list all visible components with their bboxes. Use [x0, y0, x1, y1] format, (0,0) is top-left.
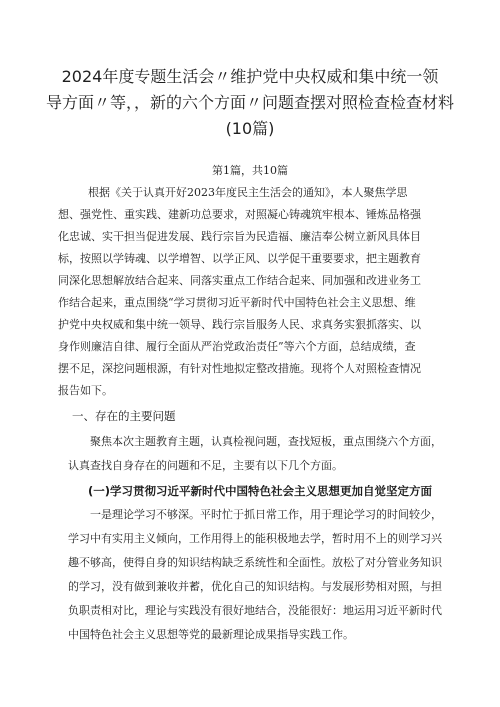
subsection-line: 中国特色社会主义思想等党的最新理论成果指导实践工作。 [68, 628, 354, 641]
subsection-line: 一是理论学习不够深。平时忙于抓日常工作，用于理论学习的时间较少， [90, 508, 442, 521]
page-indicator: 第1篇，共10篇 [212, 164, 288, 177]
subsection-line: 趣不够高，使得自身的知识结构缺乏系统性和全面性。放松了对分管业务知识 [68, 556, 442, 569]
section-heading-1: 一、存在的主要问题 [72, 409, 176, 423]
intro-line: 摆不足，深挖问题根源，有针对性地拟定整改措施。现将个人对照检查情况 [58, 362, 421, 375]
intro-line: 化忠诚、实干担当促进发展、践行宗旨为民造福、廉洁奉公树立新风具体目 [58, 230, 421, 243]
intro-line: 身作则廉洁自律、履行全面从严治党政治责任”等六个方面，总结成绩，查 [58, 340, 416, 353]
document-title [40, 64, 460, 142]
intro-line: 作结合起来，重点围绕“学习贯彻习近平新时代中国特色社会主义思想、维 [58, 296, 416, 309]
title-line-2: 导方面〃等，，新的六个方面〃问题查摆对照检查检查材料 [45, 93, 454, 112]
section-line: 聚焦本次主题教育主题，认真检视问题，查找短板，重点围绕六个方面， [90, 435, 442, 448]
intro-line: 报告如下。 [58, 384, 113, 397]
subsection-line: 负职责相对比，理论与实践没有很好地结合，没能很好：地运用习近平新时代 [68, 604, 442, 617]
subsection-heading: (一)学习贯彻习近平新时代中国特色社会主义思想更加自觉坚定方面 [88, 484, 433, 498]
intro-line: 护党中央权威和集中统一领导、践行宗旨服务人民、求真务实狠抓落实、以 [58, 318, 421, 331]
title-line-3: (10篇) [225, 119, 275, 138]
intro-line: 标，按照以学铸魂、以学增智、以学正风、以学促干重要要求，把主题教育 [58, 252, 421, 265]
intro-line: 根据《关于认真开好2023年度民主生活会的通知》，本人聚焦学思 [88, 186, 408, 199]
section-line: 认真查找自身存在的问题和不足，主要有以下几个方面。 [68, 459, 343, 472]
title-line-1: 2024年度专题生活会〃维护党中央权威和集中统一领 [61, 67, 439, 86]
subsection-line: 的学习，没有做到兼收并蓄，优化自己的知识结构。与发展形势相对照，与担 [68, 580, 442, 593]
intro-line: 想、强党性、重实践、建新功总要求，对照凝心铸魂筑牢根本、锤炼品格强 [58, 208, 421, 221]
intro-line: 同深化思想解放结合起来、同落实重点工作结合起来、同加强和改进业务工 [58, 274, 421, 287]
subsection-line: 学习中有实用主义倾向，工作用得上的能积极地去学，暂时用不上的则学习兴 [68, 532, 442, 545]
